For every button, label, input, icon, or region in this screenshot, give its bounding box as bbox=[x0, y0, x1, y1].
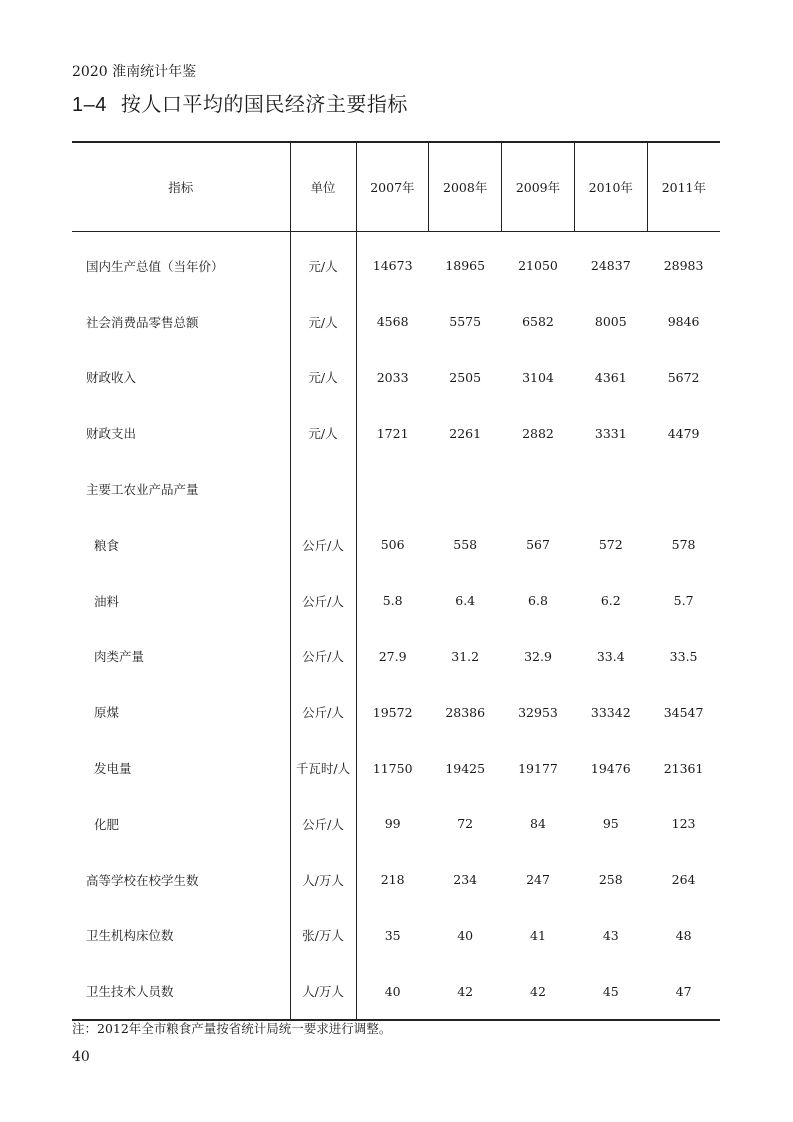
value-cell: 6.4 bbox=[455, 593, 476, 609]
row-label: 肉类产量 bbox=[94, 649, 145, 665]
value-cell: 19572 bbox=[372, 704, 413, 720]
column-header-year: 2008年 bbox=[429, 142, 502, 232]
row-unit: 千瓦时/人 bbox=[290, 740, 356, 796]
value-cell: 19425 bbox=[445, 760, 486, 776]
table-row bbox=[72, 852, 720, 908]
value-cell: 48 bbox=[675, 927, 692, 943]
row-unit: 元/人 bbox=[290, 232, 356, 294]
row-label: 粮食 bbox=[94, 537, 120, 553]
table-row bbox=[72, 740, 720, 796]
value-cell: 3331 bbox=[594, 425, 627, 441]
statistics-table bbox=[72, 141, 720, 1021]
row-unit: 公斤/人 bbox=[290, 517, 356, 573]
value-cell: 258 bbox=[598, 872, 623, 888]
value-cell: 4568 bbox=[376, 314, 409, 330]
running-head: 2020 淮南统计年鉴 bbox=[72, 64, 197, 80]
table-row bbox=[72, 517, 720, 573]
value-cell: 18965 bbox=[445, 258, 486, 274]
value-cell: 6582 bbox=[522, 314, 554, 330]
table-row bbox=[72, 232, 720, 294]
table-note: 注：2012年全市粮食产量按省统计局统一要求进行调整。 bbox=[72, 1021, 392, 1036]
row-label: 主要工农业产品产量 bbox=[86, 482, 199, 498]
value-cell: 42 bbox=[457, 983, 474, 999]
value-cell: 247 bbox=[526, 872, 550, 888]
value-cell: 558 bbox=[453, 537, 478, 553]
value-cell: 5575 bbox=[449, 314, 482, 330]
value-cell: 8005 bbox=[594, 314, 627, 330]
value-cell: 34547 bbox=[663, 704, 704, 720]
value-cell: 21050 bbox=[518, 258, 558, 274]
value-cell: 2033 bbox=[376, 369, 409, 385]
value-cell: 264 bbox=[671, 872, 696, 888]
value-cell: 41 bbox=[530, 927, 546, 943]
value-cell: 19476 bbox=[590, 760, 631, 776]
value-cell: 99 bbox=[384, 816, 401, 832]
row-unit: 元/人 bbox=[290, 350, 356, 406]
value-cell: 218 bbox=[380, 872, 405, 888]
value-cell: 21361 bbox=[663, 760, 704, 776]
value-cell: 33342 bbox=[590, 704, 631, 720]
row-unit: 公斤/人 bbox=[290, 629, 356, 685]
value-cell: 95 bbox=[602, 816, 619, 832]
value-cell: 1721 bbox=[376, 425, 409, 441]
row-label: 原煤 bbox=[94, 705, 120, 721]
row-label: 油料 bbox=[94, 593, 120, 609]
table-row bbox=[72, 629, 720, 685]
value-cell: 24837 bbox=[590, 258, 631, 274]
value-cell: 43 bbox=[602, 927, 619, 943]
value-cell: 572 bbox=[598, 537, 623, 553]
value-cell: 35 bbox=[384, 927, 401, 943]
value-cell: 234 bbox=[453, 872, 478, 888]
row-label: 发电量 bbox=[94, 761, 132, 777]
value-cell: 19177 bbox=[518, 760, 558, 776]
column-header-year: 2007年 bbox=[356, 142, 429, 232]
value-cell: 42 bbox=[530, 983, 546, 999]
value-cell: 40 bbox=[457, 927, 474, 943]
value-cell bbox=[356, 461, 429, 517]
value-cell: 2882 bbox=[522, 425, 554, 441]
row-label: 化肥 bbox=[94, 816, 120, 832]
column-header-year: 2009年 bbox=[502, 142, 575, 232]
table-row bbox=[72, 405, 720, 461]
table-row bbox=[72, 796, 720, 852]
row-unit: 公斤/人 bbox=[290, 796, 356, 852]
column-header-indicator: 指标 bbox=[72, 142, 290, 232]
value-cell bbox=[574, 461, 647, 517]
row-label: 社会消费品零售总额 bbox=[86, 314, 199, 330]
table-row bbox=[72, 350, 720, 406]
column-header-year: 2011年 bbox=[647, 142, 720, 232]
value-cell: 14673 bbox=[372, 258, 413, 274]
row-unit: 人/万人 bbox=[290, 963, 356, 1020]
row-label: 高等学校在校学生数 bbox=[86, 872, 199, 888]
table-row bbox=[72, 684, 720, 740]
row-unit: 元/人 bbox=[290, 405, 356, 461]
value-cell: 6.2 bbox=[600, 593, 621, 609]
row-unit bbox=[290, 461, 356, 517]
value-cell: 32953 bbox=[518, 704, 558, 720]
value-cell: 72 bbox=[457, 816, 474, 832]
table-header-row bbox=[72, 142, 720, 232]
value-cell: 32.9 bbox=[524, 648, 552, 664]
table-body bbox=[72, 232, 720, 1021]
column-header-unit: 单位 bbox=[290, 142, 356, 232]
value-cell: 5.8 bbox=[382, 593, 403, 609]
value-cell: 84 bbox=[530, 816, 546, 832]
table-title-text: 按人口平均的国民经济主要指标 bbox=[120, 92, 408, 116]
value-cell: 567 bbox=[526, 537, 550, 553]
value-cell: 27.9 bbox=[378, 648, 407, 664]
value-cell: 5.7 bbox=[673, 593, 694, 609]
value-cell: 11750 bbox=[372, 760, 413, 776]
row-unit: 张/万人 bbox=[290, 908, 356, 964]
value-cell: 4479 bbox=[667, 425, 700, 441]
value-cell bbox=[429, 461, 502, 517]
row-label: 财政支出 bbox=[86, 426, 137, 442]
row-label: 卫生机构床位数 bbox=[86, 928, 174, 944]
row-unit: 公斤/人 bbox=[290, 573, 356, 629]
table-row bbox=[72, 908, 720, 964]
row-label: 财政收入 bbox=[86, 370, 137, 386]
value-cell: 47 bbox=[675, 983, 692, 999]
table-row bbox=[72, 294, 720, 350]
row-unit: 公斤/人 bbox=[290, 684, 356, 740]
page-number: 40 bbox=[72, 1049, 90, 1065]
value-cell: 33.4 bbox=[596, 648, 625, 664]
column-header-year: 2010年 bbox=[574, 142, 647, 232]
value-cell: 28983 bbox=[663, 258, 704, 274]
row-label: 卫生技术人员数 bbox=[86, 984, 174, 1000]
table-row bbox=[72, 573, 720, 629]
value-cell: 6.8 bbox=[528, 593, 548, 609]
row-label: 国内生产总值（当年价） bbox=[86, 258, 224, 274]
value-cell: 40 bbox=[384, 983, 401, 999]
table-title bbox=[72, 88, 408, 117]
value-cell: 45 bbox=[602, 983, 619, 999]
value-cell: 2261 bbox=[449, 425, 482, 441]
value-cell: 506 bbox=[380, 537, 405, 553]
table-row bbox=[72, 461, 720, 517]
value-cell: 578 bbox=[671, 537, 696, 553]
value-cell bbox=[502, 461, 575, 517]
value-cell: 9846 bbox=[667, 314, 700, 330]
row-unit: 人/万人 bbox=[290, 852, 356, 908]
value-cell: 3104 bbox=[522, 369, 554, 385]
value-cell: 28386 bbox=[445, 704, 486, 720]
value-cell bbox=[647, 461, 720, 517]
value-cell: 123 bbox=[671, 816, 696, 832]
table-row bbox=[72, 963, 720, 1020]
value-cell: 5672 bbox=[667, 369, 700, 385]
value-cell: 2505 bbox=[449, 369, 482, 385]
row-unit: 元/人 bbox=[290, 294, 356, 350]
value-cell: 31.2 bbox=[451, 648, 480, 664]
table-number: 1–4 bbox=[72, 94, 107, 116]
value-cell: 4361 bbox=[594, 369, 627, 385]
value-cell: 33.5 bbox=[669, 648, 698, 664]
